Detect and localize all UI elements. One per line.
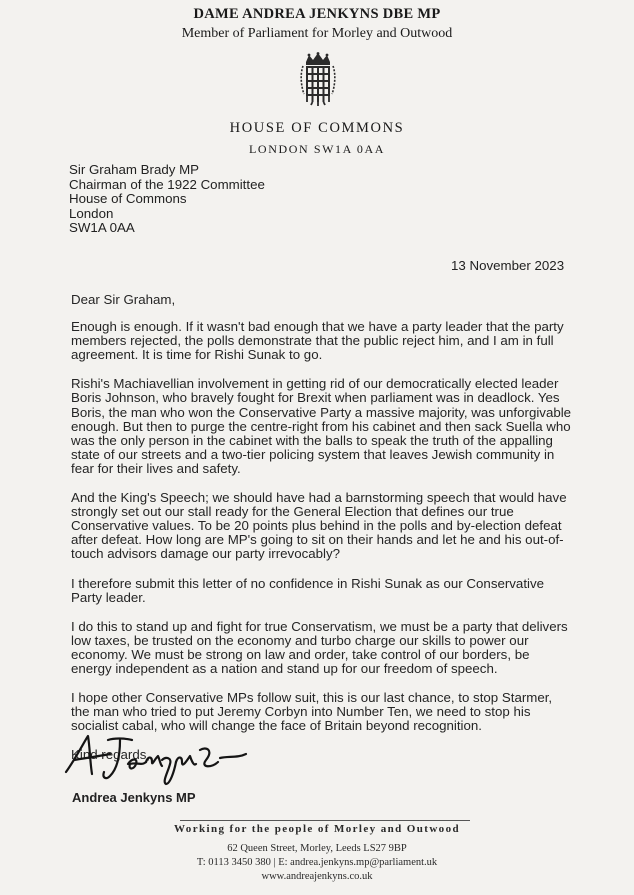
paragraph [71,377,571,476]
text-line: enough. But then to purge the centre-right from his cabinet and then sack Suella who [71,418,571,434]
text-line: energy independent as a nation and stand up for our freedom of speech. [71,660,498,676]
recipient-line: House of Commons [69,191,187,207]
text-line: I hope other Conservative MPs follow suit, this is our last chance, to stop Starmer, [71,690,553,706]
text-line: And the King's Speech; we should have had a barnstorming speech that would have [71,490,567,506]
text-line: Party leader. [71,589,146,605]
portcullis-icon [298,52,338,108]
sender-role: Member of Parliament for Morley and Outwood [181,26,453,41]
text-line: fear for their lives and safety. [71,460,241,476]
signature-image [62,728,252,788]
closing: Kind regards, [71,747,151,763]
letter-date: 13 November 2023 [451,258,565,273]
recipient-line: London [69,205,114,221]
text-line: Boris Johnson, who bravely fought for Brexit when parliament was in deadlock. Yes [71,390,560,406]
footer-divider [180,820,470,821]
footer-contact: T: 0113 3450 380 | E: andrea.jenkyns.mp@parliament.uk [196,857,438,868]
signer-name: Andrea Jenkyns MP [72,790,196,805]
text-line: state of our streets and a two-tier policing system that leaves Jewish community in [71,446,555,462]
paragraph [71,577,571,605]
footer-website: www.andreajenkyns.co.uk [261,871,373,882]
paragraph [71,320,571,362]
recipient-line: Sir Graham Brady MP [69,162,200,177]
text-line: Conservative values. To be 20 points plus behind in the polls and by-election defeat [71,518,562,534]
recipient-line: Chairman of the 1922 Committee [69,176,265,192]
text-line: strongly set out our stall ready for the General Election that defines our true [71,504,514,520]
sender-name: DAME ANDREA JENKYNS DBE MP [193,6,441,22]
text-line: socialist cabal, who will change the face of Britain beyond recognition. [71,718,482,734]
paragraph [71,620,571,676]
footer-tagline: Working for the people of Morley and Outwood [174,823,460,835]
salutation: Dear Sir Graham, [71,292,176,307]
text-line: agreement. It is time for Rishi Sunak to go. [71,347,323,363]
letter-body [71,293,571,777]
text-line: I do this to stand up and fight for true Conservatism, we must be a party that delivers [71,618,568,634]
text-line: low taxes, be trusted on the economy and turbo charge our skills to power our [71,632,529,648]
text-line: members rejected, the polls demonstrate that the public reject him, and I am in full [71,333,554,349]
institution-name: HOUSE OF COMMONS [229,120,405,136]
recipient-address [69,163,265,236]
recipient-line: SW1A 0AA [69,220,135,236]
text-line: the man who tried to put Jeremy Corbyn into Number Ten, we need to stop his [71,704,531,720]
paragraph [71,491,571,561]
text-line: Enough is enough. If it wasn't bad enough that we have a party leader that the party [71,319,564,335]
text-line: Rishi's Machiavellian involvement in getting rid of our democratically elected leader [71,376,559,392]
text-line: touch advisors damage our party irrevocably? [71,546,341,562]
text-line: after defeat. How long are MP's going to sit on their hands and let he and his out-of- [71,532,564,548]
text-line: economy. We must be strong on law and order, take control of our borders, be [71,646,530,662]
text-line: was the only person in the cabinet with the balls to speak the truth of the appalling [71,432,553,448]
institution-address: LONDON SW1A 0AA [249,142,385,156]
paragraph [71,691,571,733]
text-line: Boris, the man who won the Conservative Party a massive majority, was unforgivable [71,404,572,420]
text-line: I therefore submit this letter of no confidence in Rishi Sunak as our Conservative [71,575,545,591]
footer-address: 62 Queen Street, Morley, Leeds LS27 9BP [227,843,407,854]
